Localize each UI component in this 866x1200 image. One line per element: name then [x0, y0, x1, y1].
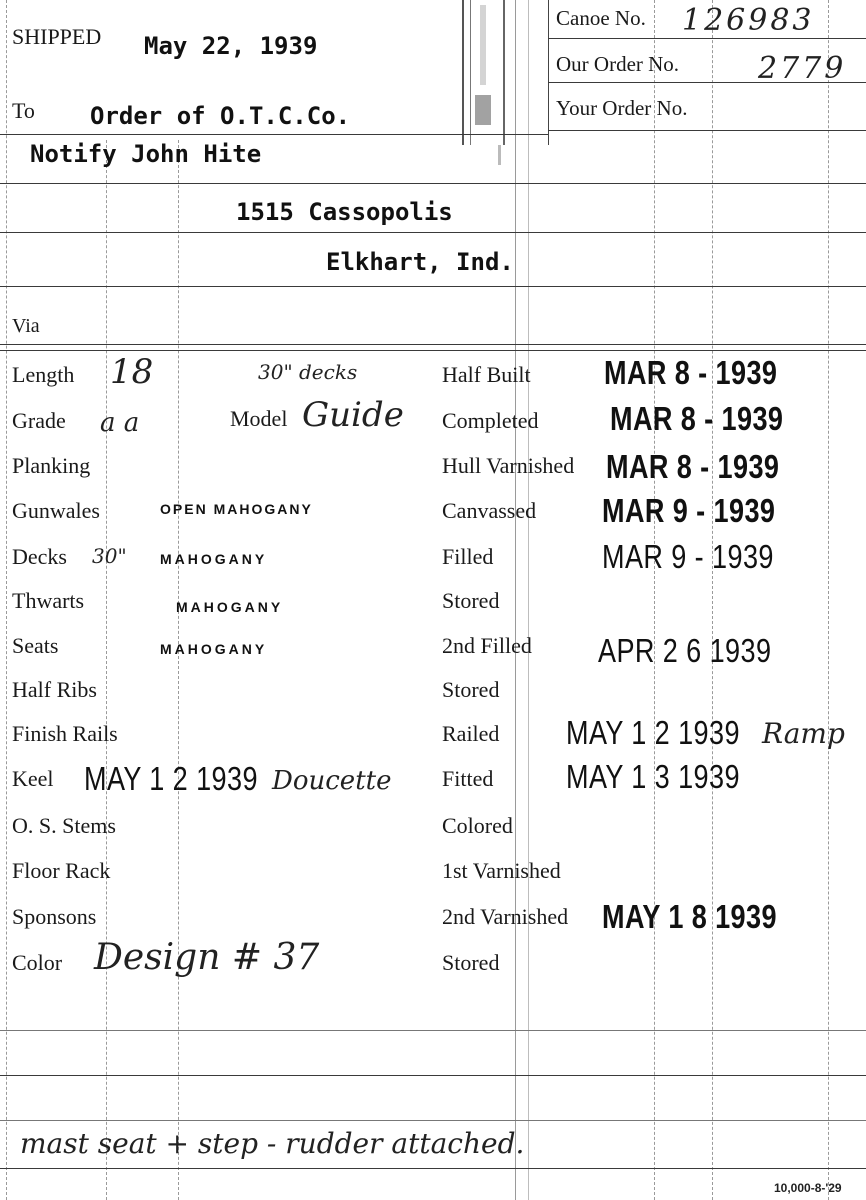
decks-label: Decks	[12, 544, 67, 569]
completed-date-stamp: MAR 8 - 1939	[610, 400, 784, 437]
fitted-date-stamp: MAY 1 3 1939	[566, 758, 740, 795]
notify-line: Notify John Hite	[30, 140, 262, 168]
railed-label: Railed	[442, 721, 500, 746]
gunwales-value: OPEN MAHOGANY	[160, 501, 313, 517]
column-guide-1	[106, 140, 108, 1200]
filled-date-stamp: MAR 9 - 1939	[602, 538, 774, 575]
to-value: Order of O.T.C.Co.	[90, 102, 351, 130]
print-code: 10,000-8-'29	[774, 1181, 842, 1195]
column-guide-3	[654, 0, 656, 1200]
to-label: To	[12, 98, 35, 123]
seats-label: Seats	[12, 633, 59, 658]
via-label: Via	[12, 315, 40, 337]
header-rule-notify	[0, 183, 866, 184]
half-built-date-stamp: MAR 8 - 1939	[604, 354, 778, 391]
address-city: Elkhart, Ind.	[326, 248, 514, 276]
finish-rails-label: Finish Rails	[12, 721, 118, 746]
stored-label-2: Stored	[442, 677, 500, 702]
header-rule-street	[0, 232, 866, 233]
canoe-no-label: Canoe No.	[556, 6, 646, 30]
shipped-label: SHIPPED	[12, 24, 102, 49]
header-divider-a	[462, 0, 464, 145]
length-note: 30" decks	[258, 360, 358, 384]
length-value: 18	[110, 352, 154, 392]
second-filled-label: 2nd Filled	[442, 633, 532, 658]
notes-rule-3	[0, 1120, 866, 1121]
scan-smudge-2	[480, 5, 486, 85]
scan-speck	[498, 145, 501, 165]
our-order-value: 2779	[758, 51, 847, 86]
gunwales-label: Gunwales	[12, 498, 100, 523]
order-box-rule-3	[548, 130, 866, 131]
remark-note: mast seat + step - rudder attached.	[20, 1127, 525, 1160]
left-margin-line	[6, 0, 8, 1200]
os-stems-label: O. S. Stems	[12, 813, 116, 838]
railed-signature: Ramp	[762, 717, 845, 750]
via-rule	[0, 344, 866, 345]
center-column-line-2	[528, 0, 529, 1200]
canvassed-date-stamp: MAR 9 - 1939	[602, 492, 776, 529]
shipped-date: May 22, 1939	[144, 32, 318, 60]
decks-size: 30"	[92, 544, 127, 568]
filled-label: Filled	[442, 544, 494, 569]
column-guide-5	[828, 0, 830, 1200]
seats-value: MAHOGANY	[160, 641, 268, 657]
scan-smudge	[475, 95, 491, 125]
color-value: Design # 37	[94, 937, 320, 978]
header-rule-to	[0, 134, 548, 135]
thwarts-label: Thwarts	[12, 588, 85, 613]
center-column-line	[515, 0, 516, 1200]
keel-date-stamp: MAY 1 2 1939	[84, 760, 258, 797]
grade-label: Grade	[12, 408, 66, 433]
your-order-label: Your Order No.	[556, 96, 688, 120]
header-rule-city	[0, 286, 866, 287]
first-varnished-label: 1st Varnished	[442, 858, 561, 883]
notes-rule-1	[0, 1030, 866, 1031]
color-label: Color	[12, 950, 63, 975]
hull-varnished-label: Hull Varnished	[442, 453, 575, 478]
model-label: Model	[230, 406, 288, 431]
model-value: Guide	[302, 395, 404, 435]
colored-label: Colored	[442, 813, 513, 838]
half-built-label: Half Built	[442, 362, 531, 387]
fitted-label: Fitted	[442, 766, 494, 791]
length-label: Length	[12, 362, 75, 387]
decks-value: MAHOGANY	[160, 551, 268, 567]
keel-signature: Doucette	[272, 766, 392, 796]
grade-value: a a	[100, 408, 140, 438]
header-divider-c	[503, 0, 505, 145]
sponsons-label: Sponsons	[12, 904, 97, 929]
floor-rack-label: Floor Rack	[12, 858, 111, 883]
our-order-label: Our Order No.	[556, 52, 680, 76]
hull-varnished-date-stamp: MAR 8 - 1939	[606, 448, 780, 485]
completed-label: Completed	[442, 408, 539, 433]
canvassed-label: Canvassed	[442, 498, 537, 523]
column-guide-2	[178, 140, 180, 1200]
canoe-no-value: 126983	[682, 3, 815, 38]
order-box-left-border	[548, 0, 549, 145]
via-rule-double	[0, 350, 866, 351]
thwarts-value: MAHOGANY	[176, 599, 284, 615]
planking-label: Planking	[12, 453, 91, 478]
keel-label: Keel	[12, 766, 54, 791]
notes-rule-2	[0, 1075, 866, 1076]
notes-rule-4	[0, 1168, 866, 1169]
stored-label-1: Stored	[442, 588, 500, 613]
second-varnished-label: 2nd Varnished	[442, 904, 569, 929]
second-filled-date-stamp: APR 2 6 1939	[598, 632, 772, 669]
stored-label-3: Stored	[442, 950, 500, 975]
column-guide-4	[712, 0, 714, 1200]
railed-date-stamp: MAY 1 2 1939	[566, 714, 740, 751]
second-varnished-date-stamp	[602, 900, 777, 933]
second-varnished-date-text: MAY 1 8 1939	[602, 898, 777, 935]
address-street: 1515 Cassopolis	[236, 198, 453, 226]
header-divider-b	[470, 0, 471, 145]
order-box-rule-1	[548, 38, 866, 39]
half-ribs-label: Half Ribs	[12, 677, 97, 702]
